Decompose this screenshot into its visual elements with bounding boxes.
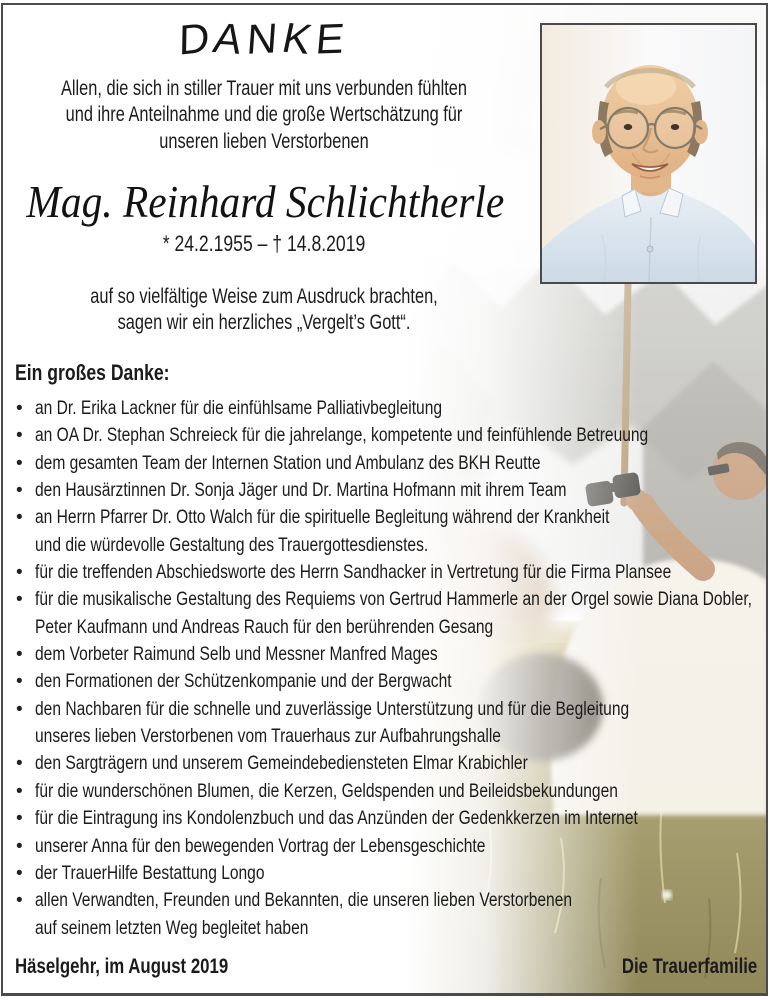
thanks-line: den Nachbaren für die schnelle und zuverlässige Unterstützung und für die Begleitung bbox=[35, 698, 630, 720]
thanks-item bbox=[15, 887, 763, 942]
bullet-icon: • bbox=[16, 780, 23, 802]
thanks-item bbox=[15, 668, 763, 695]
bullet-icon: • bbox=[16, 835, 23, 857]
bullet-icon: • bbox=[16, 671, 23, 693]
bullet-icon: • bbox=[16, 753, 23, 775]
bullet-icon: • bbox=[16, 398, 23, 419]
outro-paragraph bbox=[0, 284, 528, 337]
thanks-line: unseres lieben Verstorbenen vom Trauerhaus zur Aufbahrungshalle bbox=[35, 726, 501, 748]
footer bbox=[15, 953, 757, 980]
thanks-item bbox=[15, 477, 763, 504]
thanks-line: und die würdevolle Gestaltung des Trauergottesdienstes. bbox=[35, 534, 429, 556]
thanks-line: den Formationen der Schützenkompanie und der Bergwacht bbox=[35, 671, 452, 693]
text-line: sagen wir ein herzliches „Vergelt’s Gott“. bbox=[117, 311, 411, 335]
thanks-line: der TrauerHilfe Bestattung Longo bbox=[35, 862, 265, 884]
text-line: auf so vielfältige Weise zum Ausdruck brachten, bbox=[90, 285, 438, 308]
thanks-item bbox=[15, 450, 763, 477]
title-char: E bbox=[313, 14, 352, 63]
footer-signature: Die Trauerfamilie bbox=[621, 955, 757, 978]
thanks-item bbox=[15, 504, 763, 559]
bullet-icon: • bbox=[16, 890, 23, 912]
portrait-photo bbox=[540, 23, 757, 284]
thanks-line: Peter Kaufmann und Andreas Rauch für den berührenden Gesang bbox=[35, 616, 494, 638]
thanks-item bbox=[15, 641, 763, 668]
bullet-icon: • bbox=[16, 480, 23, 502]
bullet-icon: • bbox=[16, 808, 23, 830]
thanks-line: dem Vorbeter Raimund Selb und Messner Manfred Mages bbox=[35, 644, 438, 666]
bullet-icon: • bbox=[16, 562, 23, 584]
thanks-line: den Hausärztinnen Dr. Sonja Jäger und Dr. Martina Hofmann mit ihrem Team bbox=[35, 480, 567, 502]
deceased-dates: * 24.2.1955 – † 14.8.2019 bbox=[162, 231, 366, 256]
thanks-line: für die wunderschönen Blumen, die Kerzen, Geldspenden und Beileidsbekundungen bbox=[35, 780, 618, 802]
bullet-icon: • bbox=[16, 644, 23, 666]
thanks-item bbox=[15, 559, 763, 586]
title-danke bbox=[0, 13, 531, 64]
bullet-icon: • bbox=[16, 507, 23, 529]
thanks-line: unserer Anna für den bewegenden Vortrag der Lebensgeschichte bbox=[35, 835, 486, 857]
thanks-heading: Ein großes Danke: bbox=[15, 360, 170, 385]
bullet-icon: • bbox=[16, 862, 23, 884]
thanks-line: an Dr. Erika Lackner für die einfühlsame Palliativbegleitung bbox=[35, 398, 443, 419]
thanks-item bbox=[15, 750, 763, 777]
footer-place-date: Häselgehr, im August 2019 bbox=[15, 955, 229, 978]
thanks-item bbox=[15, 860, 763, 887]
thanks-list bbox=[15, 395, 763, 942]
thanks-item bbox=[15, 395, 763, 422]
text-line: und ihre Anteilnahme und die große Wertschätzung für bbox=[65, 103, 463, 127]
thanks-line: an Herrn Pfarrer Dr. Otto Walch für die spirituelle Begleitung während der Krankheit bbox=[35, 507, 610, 529]
intro-paragraph bbox=[0, 76, 528, 155]
thanks-line: für die musikalische Gestaltung des Requiems von Gertrud Hammerle an der Orgel sowie Diana Dobler, bbox=[35, 589, 753, 611]
title-char: A bbox=[210, 13, 252, 64]
deceased-name: Mag. Reinhard Schlichtherle bbox=[26, 176, 505, 227]
text-line: Allen, die sich in stiller Trauer mit uns verbunden fühlten bbox=[60, 77, 468, 100]
bullet-icon: • bbox=[16, 425, 23, 447]
thanks-line: dem gesamten Team der Internen Station und Ambulanz des BKH Reutte bbox=[35, 452, 541, 474]
thanks-line: für die Eintragung ins Kondolenzbuch und das Anzünden der Gedenkkerzen im Internet bbox=[35, 808, 638, 830]
thanks-line: den Sargträgern und unserem Gemeindebediensteten Elmar Krabichler bbox=[35, 753, 528, 775]
title-char: D bbox=[178, 13, 216, 64]
thanks-line: an OA Dr. Stephan Schreieck für die jahrelange, kompetente und feinfühlende Betreuung bbox=[35, 425, 649, 447]
thanks-line: auf seinem letzten Weg begleitet haben bbox=[35, 917, 309, 939]
title-char: N bbox=[245, 14, 285, 63]
bullet-icon: • bbox=[16, 698, 23, 720]
text-line: unseren lieben Verstorbenen bbox=[159, 129, 369, 153]
title-char: K bbox=[278, 13, 321, 64]
thanks-line: allen Verwandten, Freunden und Bekannten, die unseren lieben Verstorbenen bbox=[35, 890, 573, 912]
bullet-icon: • bbox=[16, 589, 23, 611]
thanks-item bbox=[15, 696, 763, 751]
thanks-item bbox=[15, 586, 763, 641]
thanks-line: für die treffenden Abschiedsworte des Herrn Sandhacker in Vertretung für die Firma Plansee bbox=[35, 562, 672, 584]
bullet-icon: • bbox=[16, 452, 23, 474]
thanks-item bbox=[15, 778, 763, 805]
thanks-item bbox=[15, 805, 763, 832]
thanks-item bbox=[15, 422, 763, 449]
thanks-item bbox=[15, 833, 763, 860]
